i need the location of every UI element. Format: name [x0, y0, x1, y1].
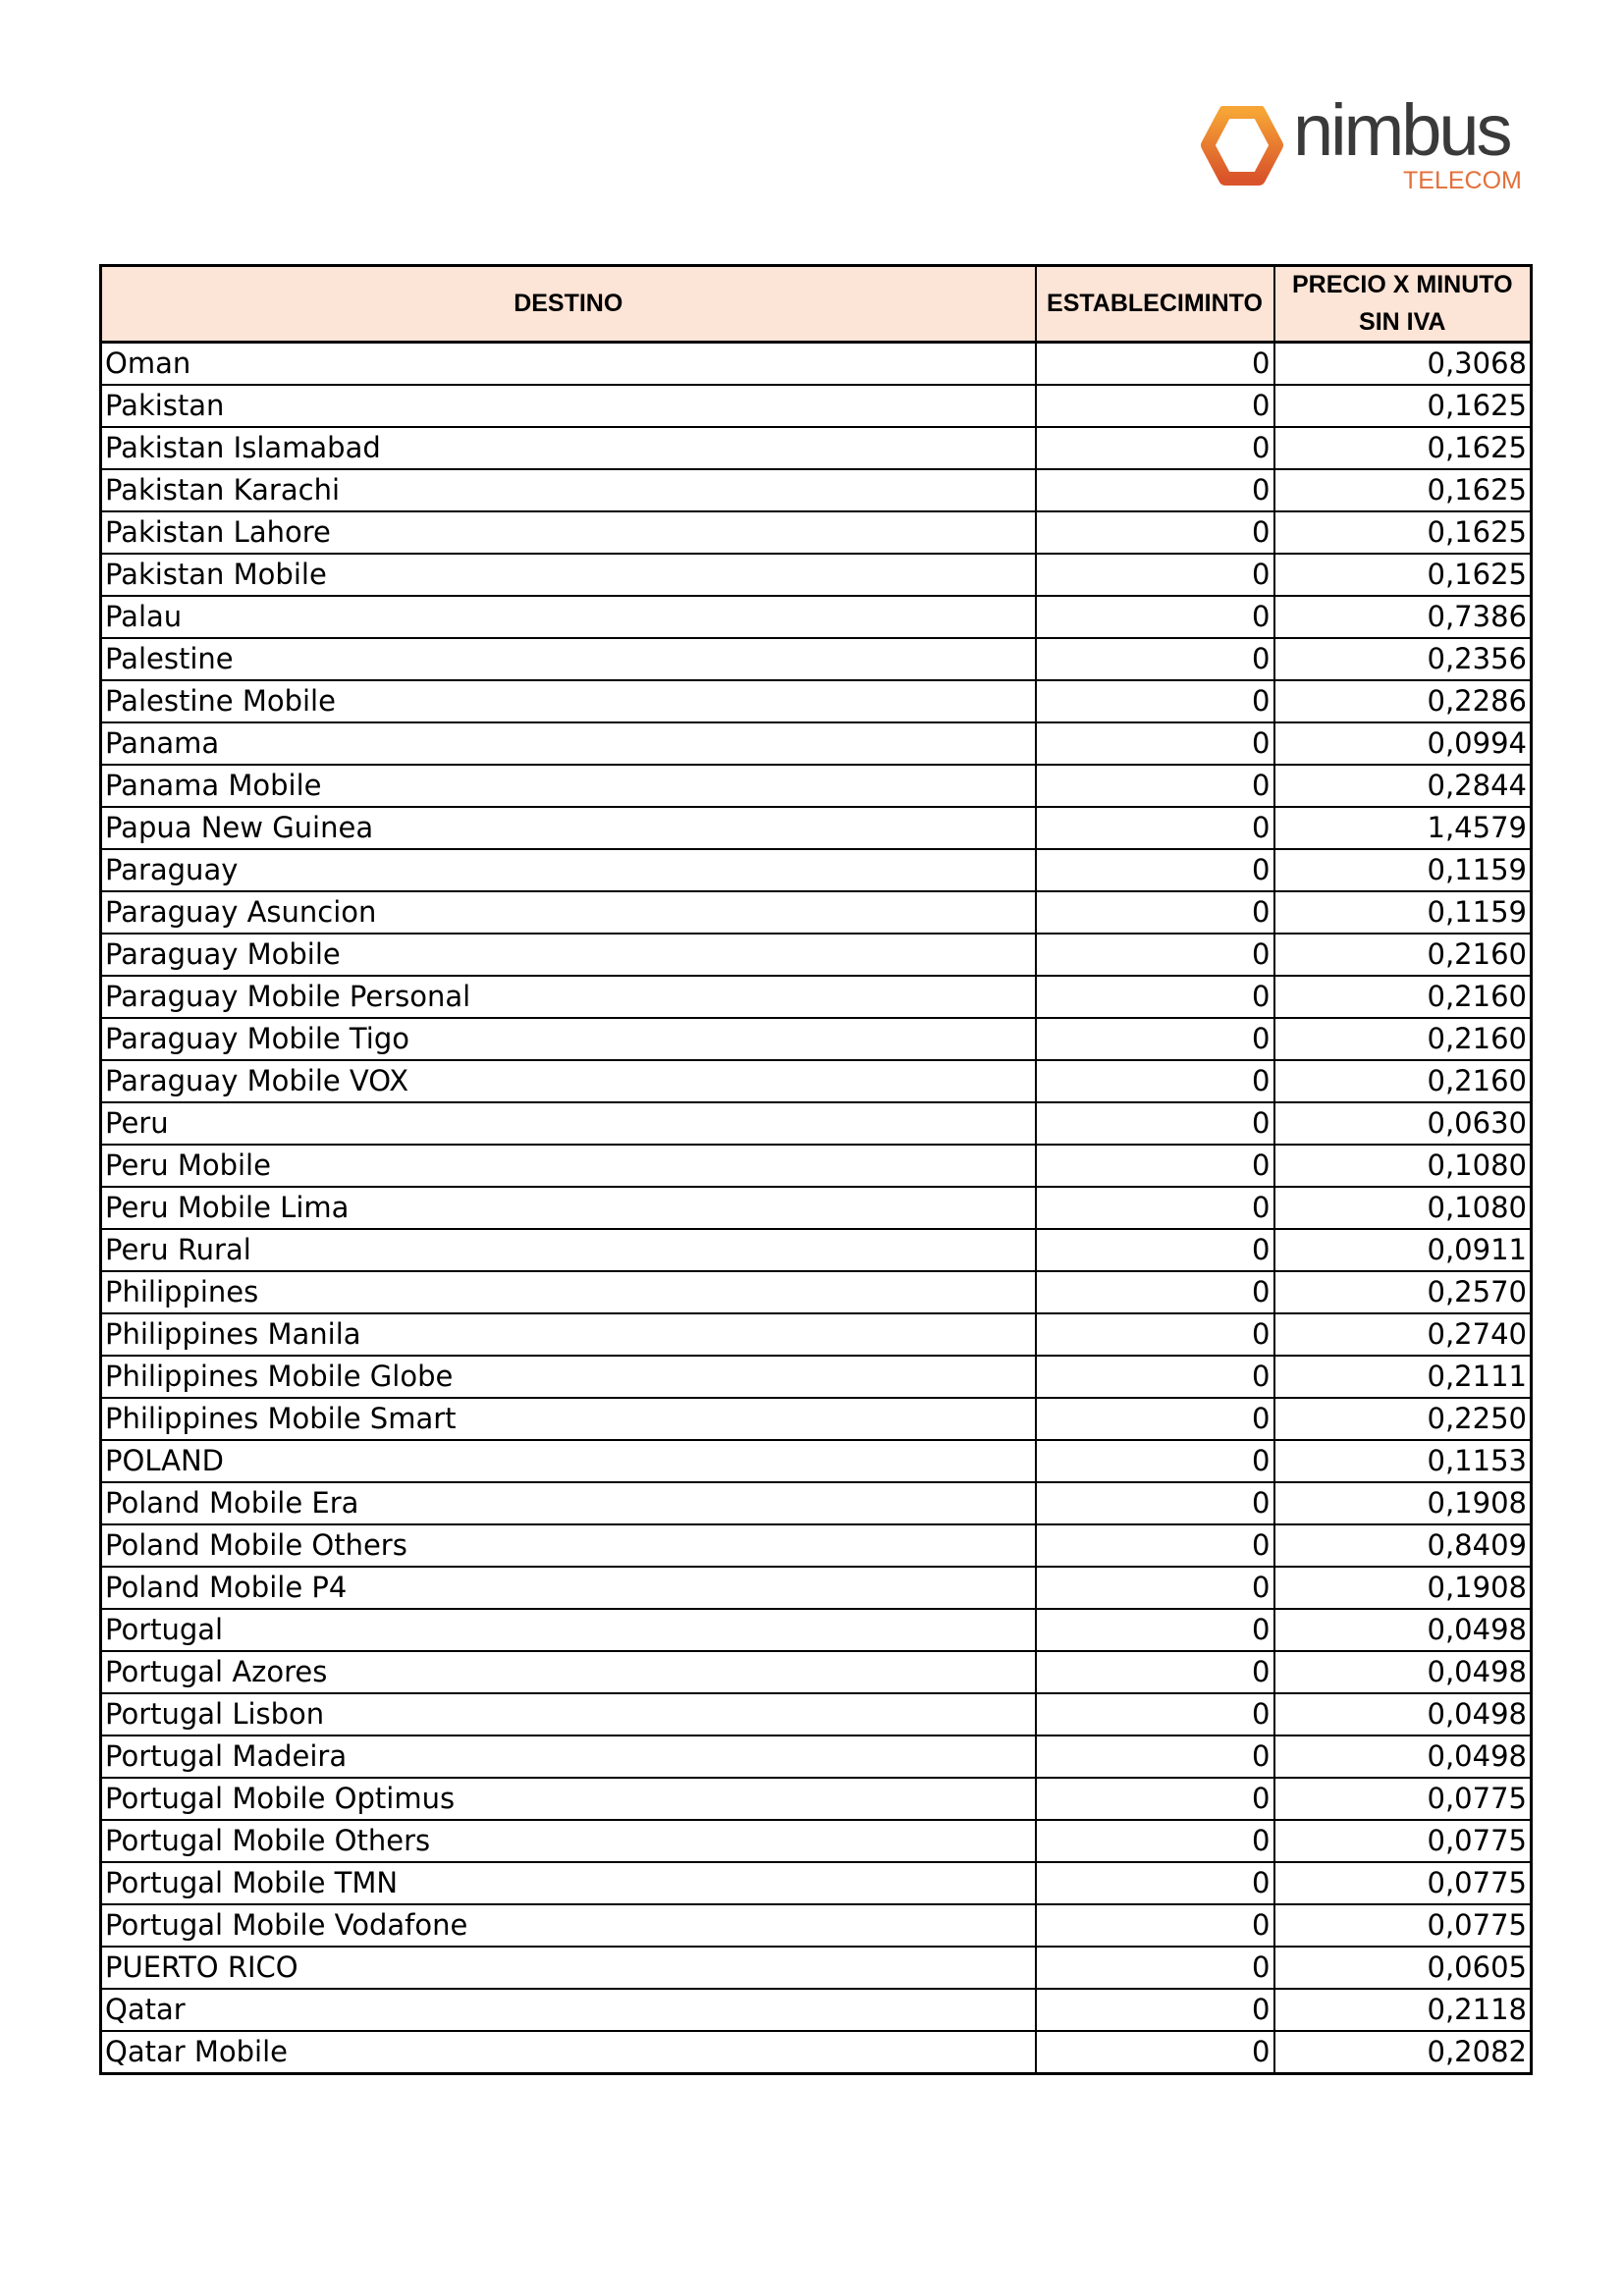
destino-cell: Poland Mobile Others: [101, 1524, 1036, 1567]
table-row: [101, 554, 1532, 596]
table-row: [101, 1567, 1532, 1609]
table-row: [101, 511, 1532, 554]
table-row: [101, 1609, 1532, 1651]
brand-subtitle: TELECOM: [1403, 167, 1522, 194]
establecimiento-cell: 0: [1036, 511, 1274, 554]
establecimiento-cell: 0: [1036, 1271, 1274, 1313]
establecimiento-cell: 0: [1036, 1018, 1274, 1060]
precio-cell: 0,0605: [1274, 1947, 1532, 1989]
precio-cell: 0,2160: [1274, 1060, 1532, 1102]
destino-cell: Palau: [101, 596, 1036, 638]
table-row: [101, 596, 1532, 638]
table-row: [101, 469, 1532, 511]
destino-cell: POLAND: [101, 1440, 1036, 1482]
establecimiento-cell: 0: [1036, 1609, 1274, 1651]
establecimiento-cell: 0: [1036, 1313, 1274, 1356]
establecimiento-cell: 0: [1036, 2031, 1274, 2074]
precio-cell: 0,1908: [1274, 1482, 1532, 1524]
table-row: [101, 638, 1532, 680]
precio-cell: 0,2286: [1274, 680, 1532, 722]
destino-cell: Pakistan: [101, 385, 1036, 427]
destino-cell: Portugal Mobile Vodafone: [101, 1904, 1036, 1947]
table-row: [101, 1440, 1532, 1482]
establecimiento-cell: 0: [1036, 1735, 1274, 1778]
destino-cell: Portugal: [101, 1609, 1036, 1651]
destino-cell: Paraguay: [101, 849, 1036, 891]
table-row: [101, 1313, 1532, 1356]
precio-cell: 1,4579: [1274, 807, 1532, 849]
table-row: [101, 1018, 1532, 1060]
destino-cell: Philippines Mobile Smart: [101, 1398, 1036, 1440]
establecimiento-cell: 0: [1036, 1778, 1274, 1820]
precio-cell: 0,1908: [1274, 1567, 1532, 1609]
precio-cell: 0,2160: [1274, 934, 1532, 976]
precio-cell: 0,2740: [1274, 1313, 1532, 1356]
destino-cell: Pakistan Karachi: [101, 469, 1036, 511]
establecimiento-cell: 0: [1036, 1229, 1274, 1271]
destino-cell: Paraguay Mobile VOX: [101, 1060, 1036, 1102]
header-precio: [1274, 266, 1532, 343]
table-row: [101, 1862, 1532, 1904]
destino-cell: Qatar Mobile: [101, 2031, 1036, 2074]
table-row: [101, 765, 1532, 807]
table-row: [101, 1102, 1532, 1145]
table-row: [101, 1356, 1532, 1398]
hexagon-ring-icon: [1200, 106, 1284, 190]
destino-cell: Paraguay Mobile Personal: [101, 976, 1036, 1018]
table-row: [101, 976, 1532, 1018]
establecimiento-cell: 0: [1036, 1820, 1274, 1862]
destino-cell: Philippines Mobile Globe: [101, 1356, 1036, 1398]
table-row: [101, 722, 1532, 765]
establecimiento-cell: 0: [1036, 427, 1274, 469]
table-row: [101, 385, 1532, 427]
table-row: [101, 1060, 1532, 1102]
table-row: [101, 1482, 1532, 1524]
establecimiento-cell: 0: [1036, 891, 1274, 934]
rates-table: [99, 264, 1533, 2075]
precio-cell: 0,1159: [1274, 849, 1532, 891]
precio-cell: 0,0498: [1274, 1651, 1532, 1693]
establecimiento-cell: 0: [1036, 385, 1274, 427]
table-header-row: [101, 266, 1532, 343]
header-destino: DESTINO: [101, 266, 1036, 343]
establecimiento-cell: 0: [1036, 680, 1274, 722]
precio-cell: 0,2570: [1274, 1271, 1532, 1313]
establecimiento-cell: 0: [1036, 469, 1274, 511]
precio-cell: 0,1625: [1274, 385, 1532, 427]
establecimiento-cell: 0: [1036, 1398, 1274, 1440]
establecimiento-cell: 0: [1036, 1482, 1274, 1524]
establecimiento-cell: 0: [1036, 1567, 1274, 1609]
table-row: [101, 1398, 1532, 1440]
precio-cell: 0,1625: [1274, 427, 1532, 469]
establecimiento-cell: 0: [1036, 849, 1274, 891]
precio-cell: 0,1625: [1274, 469, 1532, 511]
establecimiento-cell: 0: [1036, 1187, 1274, 1229]
precio-cell: 0,0775: [1274, 1904, 1532, 1947]
precio-cell: 0,2844: [1274, 765, 1532, 807]
destino-cell: Peru: [101, 1102, 1036, 1145]
destino-cell: Portugal Madeira: [101, 1735, 1036, 1778]
destino-cell: Paraguay Asuncion: [101, 891, 1036, 934]
precio-cell: 0,1625: [1274, 511, 1532, 554]
precio-cell: 0,0775: [1274, 1862, 1532, 1904]
header-precio-line2: SIN IVA: [1359, 307, 1446, 336]
table-row: [101, 891, 1532, 934]
destino-cell: Pakistan Lahore: [101, 511, 1036, 554]
establecimiento-cell: 0: [1036, 1356, 1274, 1398]
destino-cell: Panama Mobile: [101, 765, 1036, 807]
establecimiento-cell: 0: [1036, 1693, 1274, 1735]
precio-cell: 0,3068: [1274, 343, 1532, 386]
header-precio-line1: PRECIO X MINUTO: [1291, 271, 1513, 298]
destino-cell: Paraguay Mobile Tigo: [101, 1018, 1036, 1060]
table-row: [101, 1187, 1532, 1229]
destino-cell: Pakistan Mobile: [101, 554, 1036, 596]
table-row: [101, 1735, 1532, 1778]
precio-cell: 0,8409: [1274, 1524, 1532, 1567]
precio-cell: 0,1080: [1274, 1145, 1532, 1187]
precio-cell: 0,1153: [1274, 1440, 1532, 1482]
precio-cell: 0,0775: [1274, 1778, 1532, 1820]
precio-cell: 0,1625: [1274, 554, 1532, 596]
precio-cell: 0,7386: [1274, 596, 1532, 638]
header-establecimiento: ESTABLECIMINTO: [1036, 266, 1274, 343]
establecimiento-cell: 0: [1036, 976, 1274, 1018]
table-row: [101, 1651, 1532, 1693]
establecimiento-cell: 0: [1036, 1862, 1274, 1904]
destino-cell: Poland Mobile Era: [101, 1482, 1036, 1524]
establecimiento-cell: 0: [1036, 1440, 1274, 1482]
brand-logo: [1200, 89, 1534, 200]
precio-cell: 0,2160: [1274, 976, 1532, 1018]
brand-name: nimbus: [1293, 89, 1510, 171]
precio-cell: 0,2111: [1274, 1356, 1532, 1398]
table-row: [101, 1820, 1532, 1862]
destino-cell: Oman: [101, 343, 1036, 386]
precio-cell: 0,2250: [1274, 1398, 1532, 1440]
destino-cell: Peru Mobile Lima: [101, 1187, 1036, 1229]
destino-cell: Pakistan Islamabad: [101, 427, 1036, 469]
destino-cell: Portugal Mobile Others: [101, 1820, 1036, 1862]
precio-cell: 0,0994: [1274, 722, 1532, 765]
destino-cell: Philippines Manila: [101, 1313, 1036, 1356]
destino-cell: Qatar: [101, 1989, 1036, 2031]
establecimiento-cell: 0: [1036, 554, 1274, 596]
destino-cell: Panama: [101, 722, 1036, 765]
destino-cell: Peru Rural: [101, 1229, 1036, 1271]
table-row: [101, 343, 1532, 386]
precio-cell: 0,0775: [1274, 1820, 1532, 1862]
table-row: [101, 807, 1532, 849]
table-row: [101, 2031, 1532, 2074]
table-row: [101, 849, 1532, 891]
establecimiento-cell: 0: [1036, 765, 1274, 807]
table-row: [101, 1524, 1532, 1567]
establecimiento-cell: 0: [1036, 1060, 1274, 1102]
table-row: [101, 1947, 1532, 1989]
establecimiento-cell: 0: [1036, 807, 1274, 849]
establecimiento-cell: 0: [1036, 1947, 1274, 1989]
establecimiento-cell: 0: [1036, 1145, 1274, 1187]
destino-cell: Papua New Guinea: [101, 807, 1036, 849]
establecimiento-cell: 0: [1036, 596, 1274, 638]
precio-cell: 0,1080: [1274, 1187, 1532, 1229]
establecimiento-cell: 0: [1036, 638, 1274, 680]
table-row: [101, 1693, 1532, 1735]
establecimiento-cell: 0: [1036, 934, 1274, 976]
precio-cell: 0,2118: [1274, 1989, 1532, 2031]
establecimiento-cell: 0: [1036, 1524, 1274, 1567]
destino-cell: Portugal Mobile Optimus: [101, 1778, 1036, 1820]
table-row: [101, 1989, 1532, 2031]
precio-cell: 0,0498: [1274, 1735, 1532, 1778]
precio-cell: 0,0911: [1274, 1229, 1532, 1271]
destino-cell: Poland Mobile P4: [101, 1567, 1036, 1609]
destino-cell: Palestine Mobile: [101, 680, 1036, 722]
establecimiento-cell: 0: [1036, 1102, 1274, 1145]
destino-cell: Philippines: [101, 1271, 1036, 1313]
table-row: [101, 934, 1532, 976]
precio-cell: 0,2356: [1274, 638, 1532, 680]
precio-cell: 0,2082: [1274, 2031, 1532, 2074]
table-row: [101, 680, 1532, 722]
table-row: [101, 1271, 1532, 1313]
destino-cell: Portugal Lisbon: [101, 1693, 1036, 1735]
destino-cell: Paraguay Mobile: [101, 934, 1036, 976]
table-row: [101, 1904, 1532, 1947]
establecimiento-cell: 0: [1036, 722, 1274, 765]
destino-cell: Portugal Mobile TMN: [101, 1862, 1036, 1904]
precio-cell: 0,1159: [1274, 891, 1532, 934]
destino-cell: PUERTO RICO: [101, 1947, 1036, 1989]
table-row: [101, 1145, 1532, 1187]
destino-cell: Palestine: [101, 638, 1036, 680]
establecimiento-cell: 0: [1036, 343, 1274, 386]
precio-cell: 0,0498: [1274, 1609, 1532, 1651]
precio-cell: 0,0498: [1274, 1693, 1532, 1735]
table-row: [101, 427, 1532, 469]
destino-cell: Peru Mobile: [101, 1145, 1036, 1187]
destino-cell: Portugal Azores: [101, 1651, 1036, 1693]
table-row: [101, 1229, 1532, 1271]
precio-cell: 0,0630: [1274, 1102, 1532, 1145]
establecimiento-cell: 0: [1036, 1651, 1274, 1693]
precio-cell: 0,2160: [1274, 1018, 1532, 1060]
establecimiento-cell: 0: [1036, 1904, 1274, 1947]
table-row: [101, 1778, 1532, 1820]
establecimiento-cell: 0: [1036, 1989, 1274, 2031]
